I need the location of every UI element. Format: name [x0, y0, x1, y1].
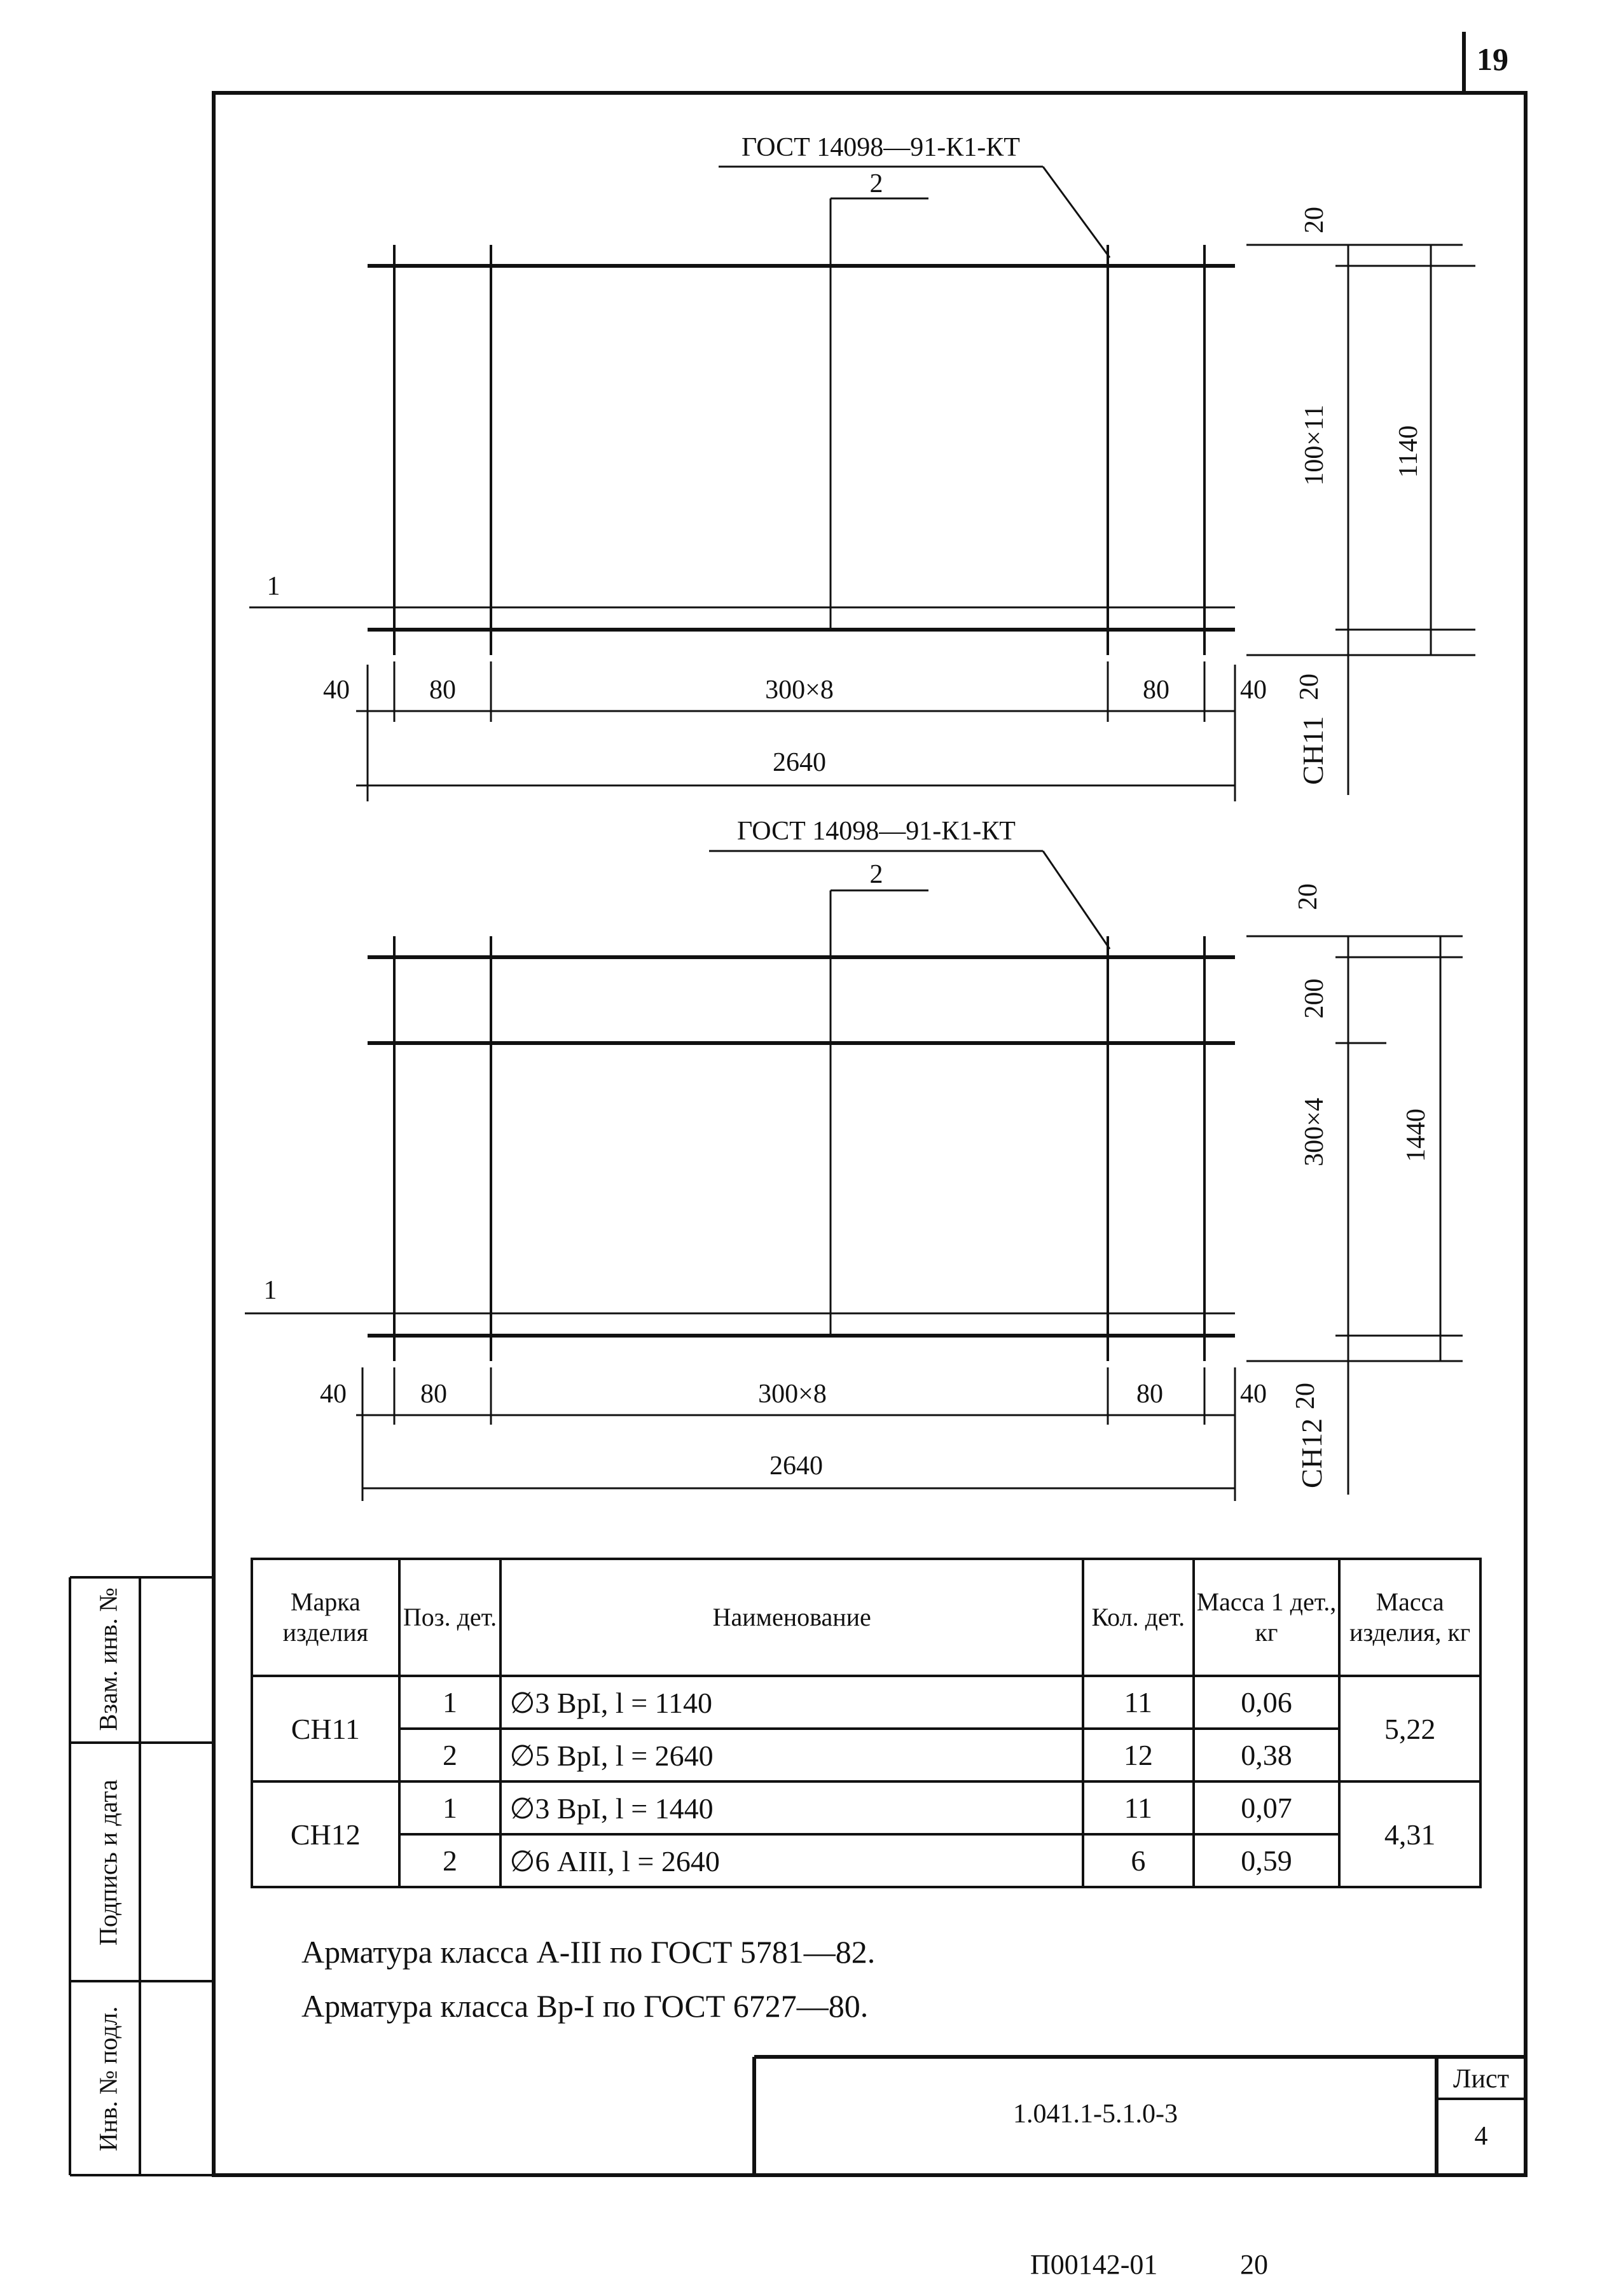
position-2-label: 2: [869, 860, 883, 889]
dim-20-top: 20: [1300, 207, 1329, 233]
dim-pitch-vertical: 100×11: [1300, 405, 1329, 486]
dim-80-right: 80: [1143, 675, 1169, 705]
dim-40-right: 40: [1240, 1380, 1267, 1409]
dim-20-bottom: 20: [1291, 1383, 1320, 1409]
header-mass-item: Масса изделия, кг: [1339, 1559, 1480, 1676]
note-bp1: Арматура класса Вр-I по ГОСТ 6727—80.: [301, 1988, 869, 2024]
dim-total-horizontal: 2640: [773, 748, 826, 777]
dim-total-horizontal: 2640: [769, 1451, 823, 1481]
position-1-label: 1: [263, 1276, 277, 1305]
dim-80-left: 80: [429, 675, 456, 705]
side-label-inv: Инв. № подл.: [93, 2006, 123, 2152]
side-label-vzam: Взам. инв. №: [93, 1587, 123, 1731]
position-1-label: 1: [266, 572, 280, 601]
dim-20-bottom: 20: [1295, 674, 1324, 700]
cell-mass: 0,07: [1194, 1781, 1340, 1834]
cell-mark: СН12: [252, 1781, 399, 1887]
cell-qty: 6: [1083, 1834, 1194, 1887]
header-qty: Кол. дет.: [1083, 1559, 1194, 1676]
mesh-drawing-sn12: [245, 817, 1463, 1501]
mark-label: СН11: [1297, 716, 1329, 785]
side-label-podpis: Подпись и дата: [93, 1779, 123, 1946]
cell-name: ∅3 ВрI, l = 1440: [500, 1781, 1083, 1834]
cell-name: ∅5 ВрI, l = 2640: [500, 1729, 1083, 1781]
header-name: Наименование: [500, 1559, 1083, 1676]
cell-mass-item: 5,22: [1339, 1676, 1480, 1781]
sheet-label: Лист: [1453, 2064, 1509, 2094]
note-a3: Арматура класса А-III по ГОСТ 5781—82.: [301, 1934, 876, 1970]
gost-weld-label: ГОСТ 14098—91-К1-КТ: [742, 133, 1020, 162]
mark-label: СН12: [1295, 1418, 1328, 1488]
dim-pitch-vertical: 300×4: [1300, 1098, 1329, 1166]
dim-40-right: 40: [1240, 675, 1267, 705]
specification-table: [251, 1558, 1482, 1888]
table-row: [252, 1834, 1480, 1887]
cell-qty: 11: [1083, 1676, 1194, 1729]
dim-40-left: 40: [323, 675, 350, 705]
side-stamp: [70, 1577, 214, 2175]
dim-20-top: 20: [1293, 883, 1323, 910]
cell-mass: 0,38: [1194, 1729, 1340, 1781]
dim-pitch-horizontal: 300×8: [765, 675, 834, 705]
cell-mass: 0,59: [1194, 1834, 1340, 1887]
dim-80-left: 80: [420, 1380, 447, 1409]
cell-mass-item: 4,31: [1339, 1781, 1480, 1887]
dim-200: 200: [1300, 978, 1329, 1019]
doc-code: 1.041.1-5.1.0-3: [1013, 2099, 1178, 2129]
table-row: [252, 1676, 1480, 1729]
cell-pos: 2: [399, 1834, 501, 1887]
table-row: [252, 1729, 1480, 1781]
cell-qty: 11: [1083, 1781, 1194, 1834]
dim-40-left: 40: [320, 1380, 347, 1409]
cell-qty: 12: [1083, 1729, 1194, 1781]
header-mass-one: Масса 1 дет., кг: [1194, 1559, 1340, 1676]
position-2-label: 2: [869, 169, 883, 198]
footer-code: П00142-01: [1030, 2249, 1158, 2280]
dim-total-vertical: 1140: [1394, 425, 1423, 478]
dim-total-vertical: 1440: [1402, 1109, 1431, 1162]
header-pos: Поз. дет.: [399, 1559, 501, 1676]
gost-weld-label: ГОСТ 14098—91-К1-КТ: [737, 817, 1016, 846]
dim-pitch-horizontal: 300×8: [758, 1380, 827, 1409]
cell-name: ∅3 ВрI, l = 1140: [500, 1676, 1083, 1729]
dim-80-right: 80: [1136, 1380, 1163, 1409]
mesh-drawing-sn11: [249, 133, 1475, 801]
footer-number: 20: [1240, 2249, 1268, 2280]
cell-name: ∅6 АIII, l = 2640: [500, 1834, 1083, 1887]
cell-pos: 2: [399, 1729, 501, 1781]
table-row: [252, 1781, 1480, 1834]
page-number: 19: [1477, 41, 1508, 77]
cell-pos: 1: [399, 1676, 501, 1729]
sheet-number: 4: [1474, 2122, 1488, 2151]
cell-pos: 1: [399, 1781, 501, 1834]
table-header-row: [252, 1559, 1480, 1676]
cell-mark: СН11: [252, 1676, 399, 1781]
header-mark: Марка изделия: [252, 1559, 399, 1676]
cell-mass: 0,06: [1194, 1676, 1340, 1729]
